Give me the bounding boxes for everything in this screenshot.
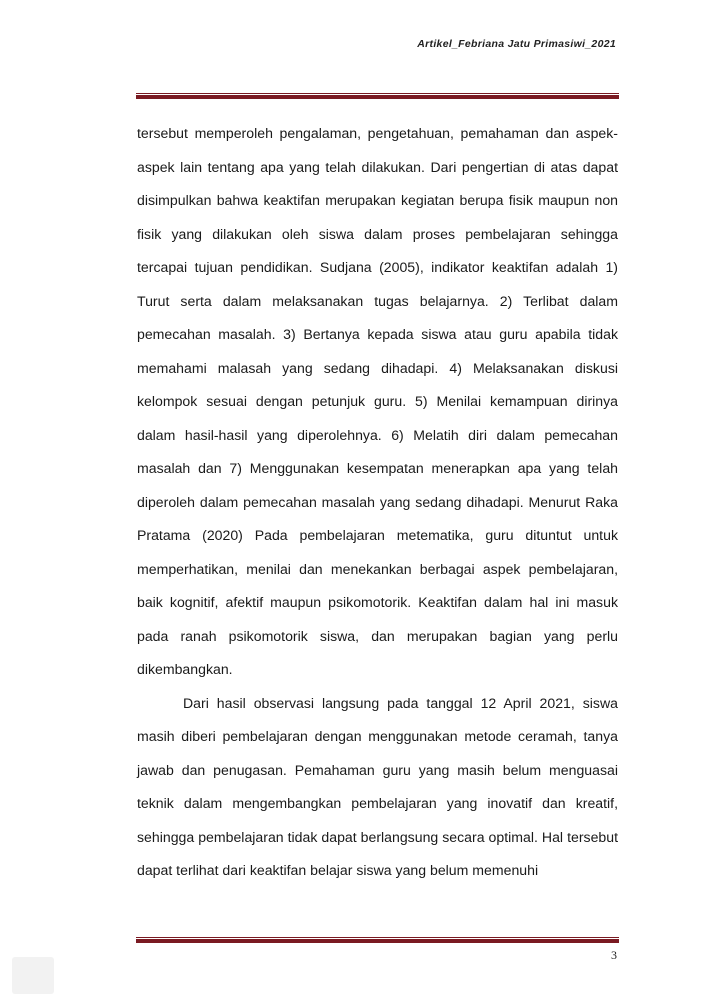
header-divider [136,93,619,99]
body-paragraph: Dari hasil observasi langsung pada tanggal 12 April 2021, siswa masih diberi pembelajaran dengan menggunakan metode ceramah, tanya jawab dan penugasan. Pemahaman guru yang masih belum menguasai teknik dalam mengembangkan pembelajaran yang inovatif dan kreatif, sehingga pembelajaran tidak dapat berlangsung secara optimal. Hal tersebut dapat terlihat dari keaktifan belajar siswa yang belum memenuhi [137,694,618,878]
body-paragraph: tersebut memperoleh pengalaman, pengetahuan, pemahaman dan aspek-aspek lain tentang apa yang telah dilakukan. Dari pengertian di atas dapat disimpulkan bahwa keaktifan merupakan kegiatan berupa fisik maupun non fisik yang dilakukan oleh siswa dalam proses pembelajaran sehingga tercapai tujuan pendidikan. Sudjana (2005), indikator keaktifan adalah 1) Turut serta dalam melaksanakan tugas belajarnya. 2) Terlibat dalam pemecahan masalah. 3) Bertanya kepada siswa atau guru apabila tidak memahami malasah yang sedang dihadapi. 4) Melaksanakan diskusi kelompok sesuai dengan petunjuk guru. 5) Menilai kemampuan dirinya dalam hasil-hasil yang diperolehnya. 6) Melatih diri dalam pemecahan masalah dan 7) Menggunakan kesempatan menerapkan apa yang telah diperoleh dalam pemecahan masalah yang sedang dihadapi. Menurut Raka Pratama (2020) Pada pembelajaran metematika, guru dituntut untuk memperhatikan, menilai dan menekankan berbagai aspek pembelajaran, baik kognitif, afektif maupun psikomotorik. Keaktifan dalam hal ini masuk pada ranah psikomotorik siswa, dan merupakan bagian yang perlu dikembangkan. [137,125,618,677]
article-body [137,117,618,888]
running-header-title: Artikel_Febriana Jatu Primasiwi_2021 [417,38,616,50]
page-number: 3 [611,948,617,962]
viewer-corner-widget[interactable] [12,957,54,994]
footer-divider [136,937,619,943]
